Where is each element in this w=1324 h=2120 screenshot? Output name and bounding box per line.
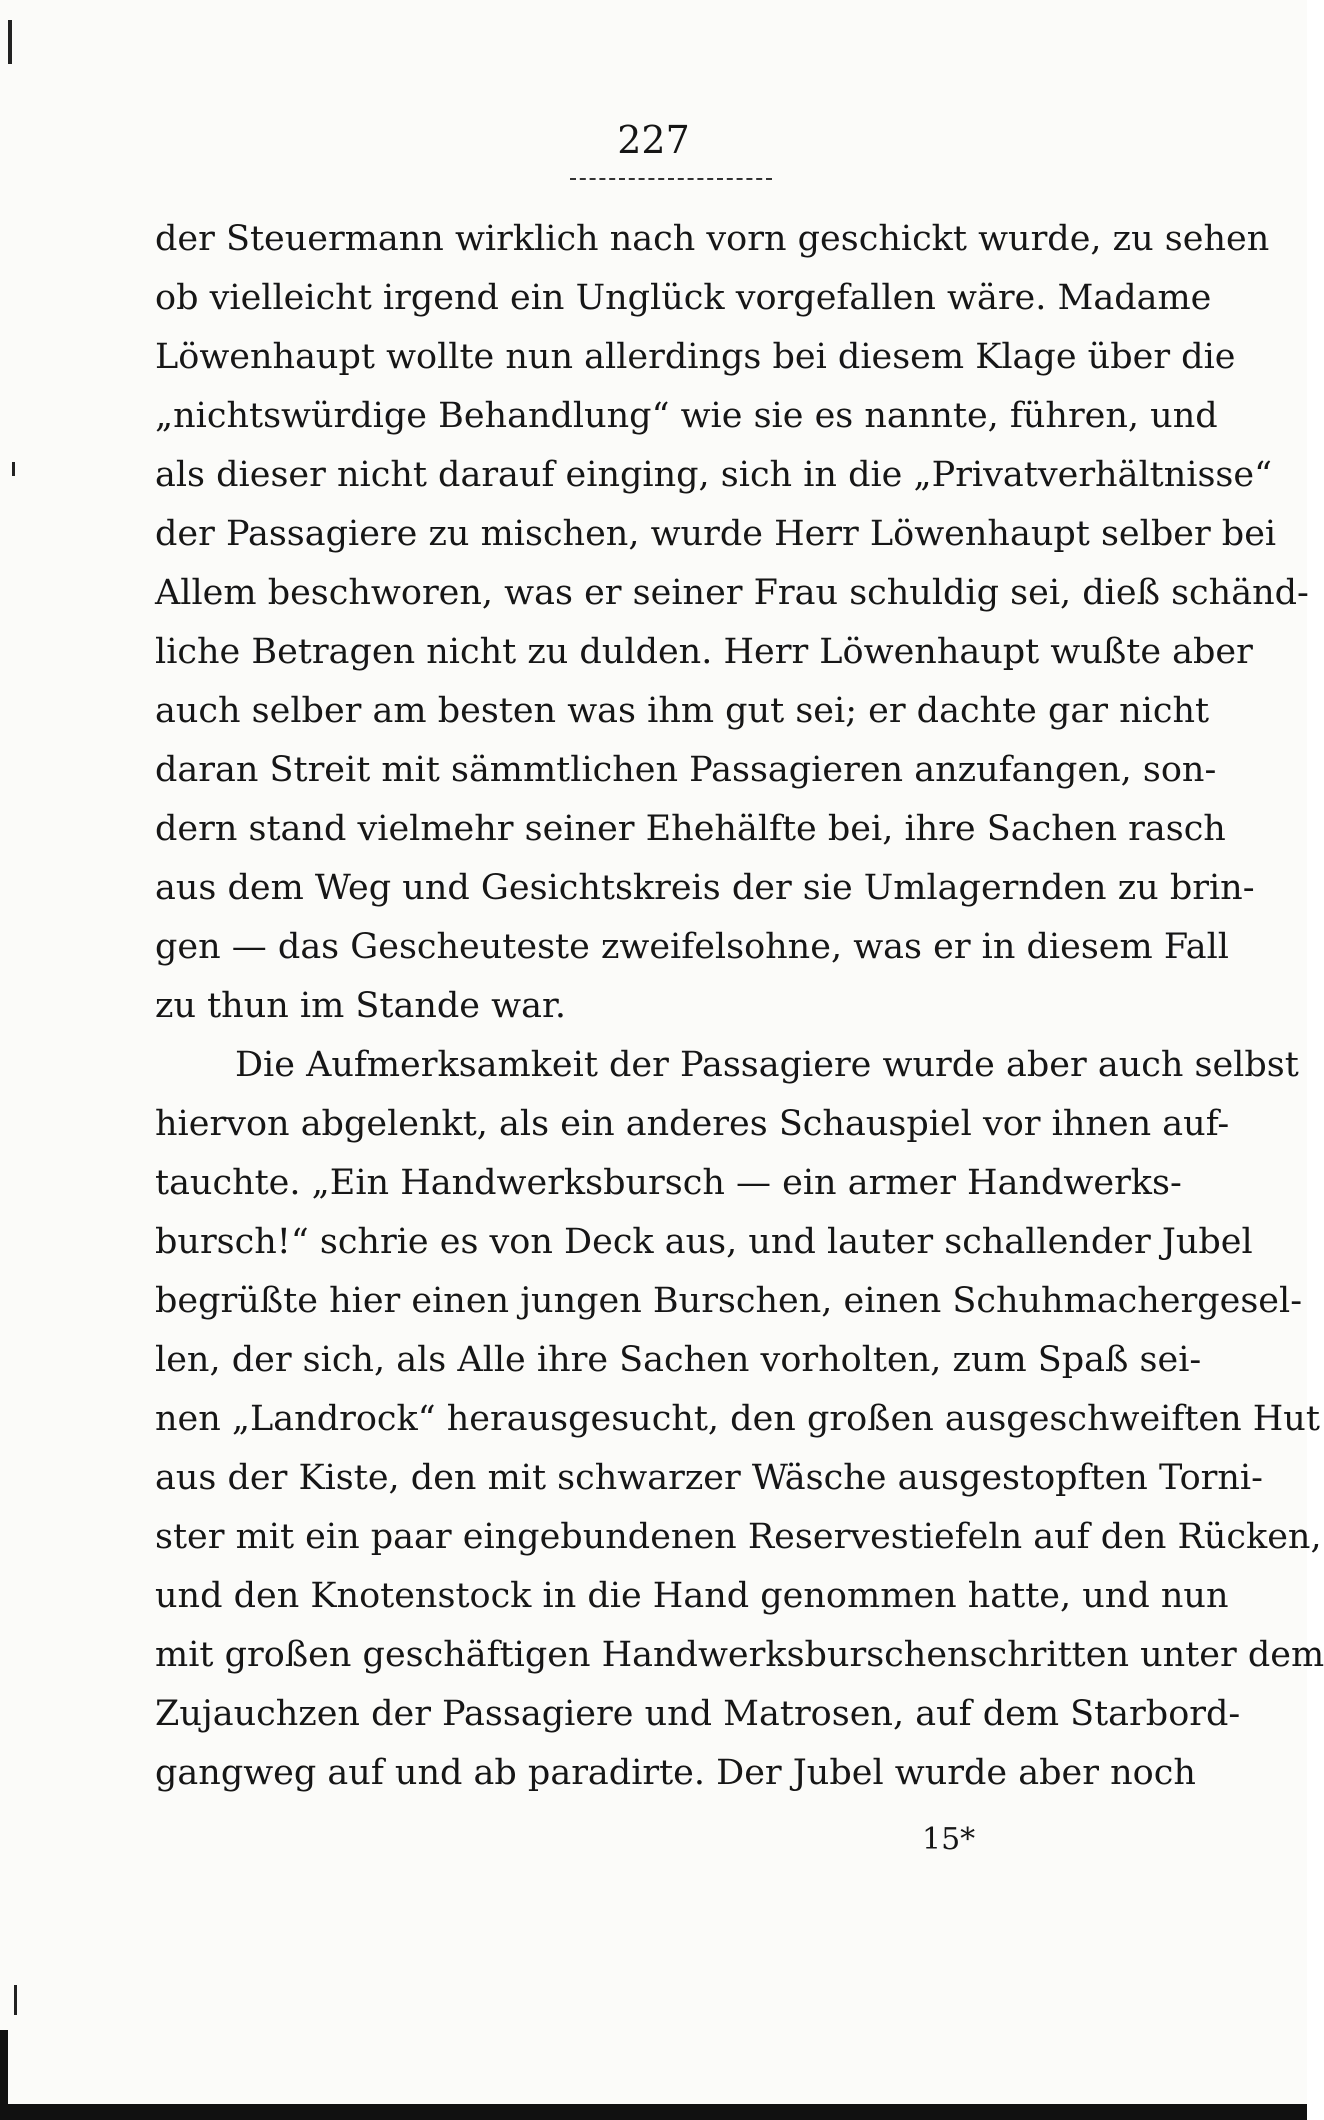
scan-speck	[12, 462, 15, 476]
text-line: der Steuermann wirklich nach vorn geschickt wurde, zu sehen	[155, 219, 1270, 259]
text-line: len, der sich, als Alle ihre Sachen vorholten, zum Spaß sei-	[155, 1340, 1202, 1380]
paragraph-start-line: Die Aufmerksamkeit der Passagiere wurde aber auch selbst	[235, 1045, 1299, 1085]
text-line: begrüßte hier einen jungen Burschen, einen Schuhmachergesel-	[155, 1281, 1303, 1321]
signature-mark: 15*	[922, 1822, 976, 1857]
text-line: zu thun im Stande war.	[155, 986, 566, 1026]
scan-speck	[14, 1985, 17, 2015]
text-line: und den Knotenstock in die Hand genommen hatte, und nun	[155, 1576, 1229, 1616]
body-text	[155, 210, 1324, 1803]
text-line: gangweg auf und ab paradirte. Der Jubel wurde aber noch	[155, 1753, 1196, 1793]
text-line: Zujauchzen der Passagiere und Matrosen, auf dem Starbord-	[155, 1694, 1241, 1734]
text-line: tauchte. „Ein Handwerksbursch — ein armer Handwerks-	[155, 1163, 1182, 1203]
text-line: nen „Landrock“ herausgesucht, den großen ausgeschweiften Hut	[155, 1399, 1320, 1439]
text-line: Allem beschworen, was er seiner Frau schuldig sei, dieß schänd-	[155, 573, 1309, 613]
text-line: hiervon abgelenkt, als ein anderes Schauspiel vor ihnen auf-	[155, 1104, 1230, 1144]
text-line: daran Streit mit sämmtlichen Passagieren anzufangen, son-	[155, 750, 1217, 790]
scan-speck	[8, 20, 12, 64]
scan-edge-bottom	[0, 2104, 1307, 2120]
text-line: aus dem Weg und Gesichtskreis der sie Umlagernden zu brin-	[155, 868, 1255, 908]
text-line: als dieser nicht darauf einging, sich in die „Privatverhältnisse“	[155, 455, 1272, 495]
scan-edge-left	[0, 2030, 8, 2110]
text-line: ster mit ein paar eingebundenen Reservestiefeln auf den Rücken,	[155, 1517, 1322, 1557]
text-line: Löwenhaupt wollte nun allerdings bei diesem Klage über die	[155, 337, 1236, 377]
text-line: aus der Kiste, den mit schwarzer Wäsche ausgestopften Torni-	[155, 1458, 1263, 1498]
text-line: der Passagiere zu mischen, wurde Herr Löwenhaupt selber bei	[155, 514, 1277, 554]
page-number: 227	[617, 118, 690, 162]
text-line: „nichtswürdige Behandlung“ wie sie es nannte, führen, und	[155, 396, 1218, 436]
text-line: ob vielleicht irgend ein Unglück vorgefallen wäre. Madame	[155, 278, 1212, 318]
text-line: gen — das Gescheuteste zweifelsohne, was er in diesem Fall	[155, 927, 1229, 967]
text-line: dern stand vielmehr seiner Ehehälfte bei, ihre Sachen rasch	[155, 809, 1226, 849]
text-line: liche Betragen nicht zu dulden. Herr Löwenhaupt wußte aber	[155, 632, 1253, 672]
text-line: auch selber am besten was ihm gut sei; er dachte gar nicht	[155, 691, 1210, 731]
text-line: bursch!“ schrie es von Deck aus, und lauter schallender Jubel	[155, 1222, 1253, 1262]
header-rule	[570, 178, 772, 180]
text-line: mit großen geschäftigen Handwerksburschenschritten unter dem	[155, 1635, 1324, 1675]
